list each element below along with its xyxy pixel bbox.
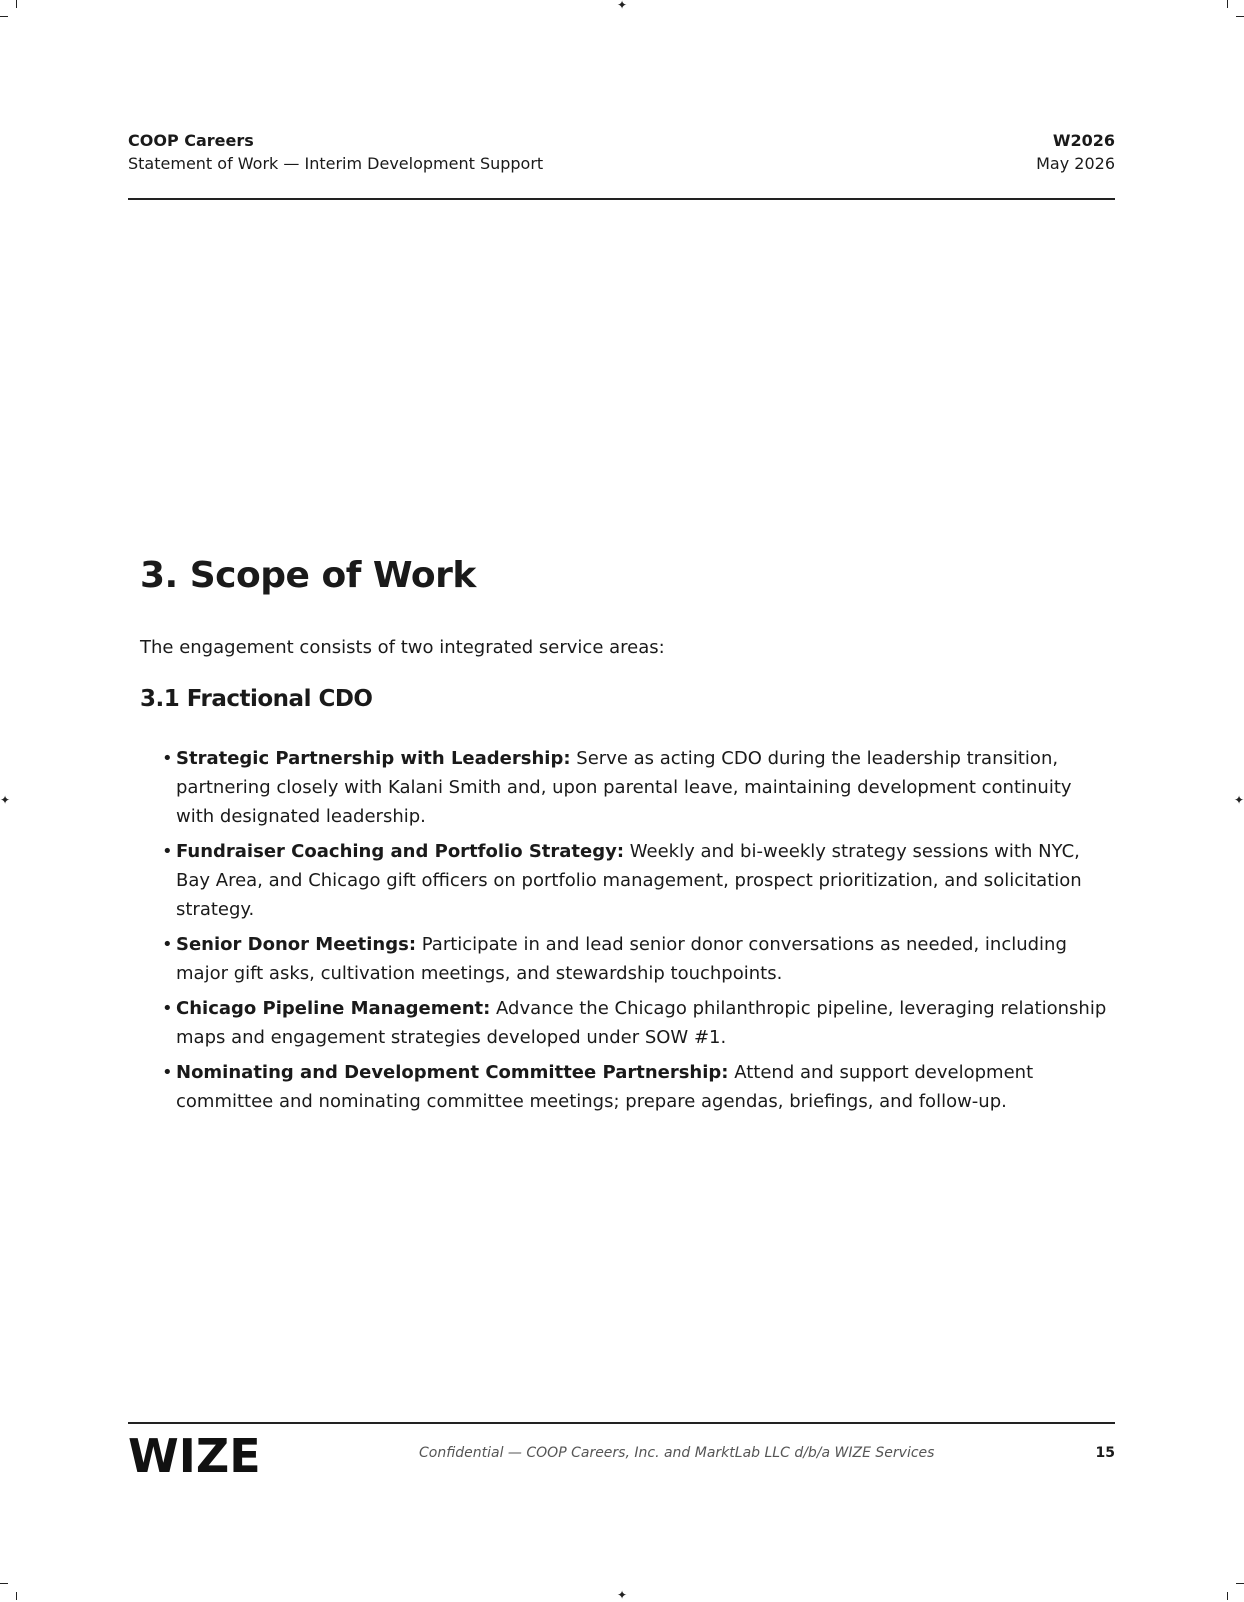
list-item-text: Advance the Chicago philanthropic pipeline, leveraging relationship maps and engagement strategies developed under SOW #1.	[176, 998, 1107, 1048]
bullet-icon: •	[162, 998, 173, 1019]
bullet-icon: •	[162, 748, 173, 769]
scope-bullet-list	[164, 744, 1109, 1122]
list-item	[164, 930, 1109, 988]
crop-mark-top-right-h	[1236, 16, 1244, 17]
header-date: May 2026	[1036, 154, 1115, 173]
footer-divider	[128, 1422, 1115, 1424]
list-item	[164, 837, 1109, 924]
registration-mark-left-icon: ✦	[0, 793, 11, 807]
crop-mark-top-left-h	[0, 16, 8, 17]
crop-mark-bottom-left-v	[16, 1592, 17, 1600]
list-item-label: Nominating and Development Committee Partnership:	[176, 1062, 729, 1083]
bullet-icon: •	[162, 934, 173, 955]
list-item-label: Chicago Pipeline Management:	[176, 998, 491, 1019]
section-title: 3. Scope of Work	[140, 555, 476, 596]
bullet-icon: •	[162, 1062, 173, 1083]
registration-mark-top-icon: ✦	[616, 0, 628, 12]
list-item-label: Fundraiser Coaching and Portfolio Strategy:	[176, 841, 625, 862]
list-item-text: Weekly and bi-weekly strategy sessions with NYC, Bay Area, and Chicago gift officers on portfolio management, prospect prioritization, and solicitation strategy.	[176, 841, 1082, 920]
list-item-label: Senior Donor Meetings:	[176, 934, 417, 955]
header-divider	[128, 198, 1115, 200]
header-document-title: Statement of Work — Interim Development Support	[128, 154, 544, 173]
crop-mark-bottom-right-h	[1236, 1583, 1244, 1584]
bullet-icon: •	[162, 841, 173, 862]
page-header-left	[128, 130, 543, 176]
footer-confidential-notice: Confidential — COOP Careers, Inc. and MarktLab LLC d/b/a WIZE Services	[419, 1445, 935, 1461]
crop-mark-top-right-v	[1227, 0, 1228, 8]
list-item-label: Strategic Partnership with Leadership:	[176, 748, 571, 769]
crop-mark-top-left-v	[16, 0, 17, 8]
page-number: 15	[1095, 1445, 1115, 1461]
header-document-code: W2026	[1052, 131, 1115, 150]
list-item	[164, 1058, 1109, 1116]
crop-mark-bottom-right-v	[1227, 1592, 1228, 1600]
crop-mark-bottom-left-h	[0, 1583, 8, 1584]
subsection-title: 3.1 Fractional CDO	[140, 686, 373, 712]
list-item-text: Attend and support development committee and nominating committee meetings; prepare agendas, briefings, and follow-up.	[176, 1062, 1034, 1112]
list-item-text: Serve as acting CDO during the leadership transition, partnering closely with Kalani Smith and, upon parental leave, maintaining development continuity with designated leadership.	[176, 748, 1072, 827]
wize-logo: WIZE	[128, 1429, 261, 1483]
list-item	[164, 994, 1109, 1052]
page-header-right	[1036, 130, 1115, 176]
header-org-name: COOP Careers	[128, 131, 254, 150]
section-intro: The engagement consists of two integrated service areas:	[140, 637, 665, 658]
registration-mark-bottom-icon: ✦	[616, 1588, 628, 1602]
list-item-text: Participate in and lead senior donor conversations as needed, including major gift asks, cultivation meetings, and stewardship touchpoints.	[176, 934, 1067, 984]
list-item	[164, 744, 1109, 831]
registration-mark-right-icon: ✦	[1233, 793, 1244, 807]
